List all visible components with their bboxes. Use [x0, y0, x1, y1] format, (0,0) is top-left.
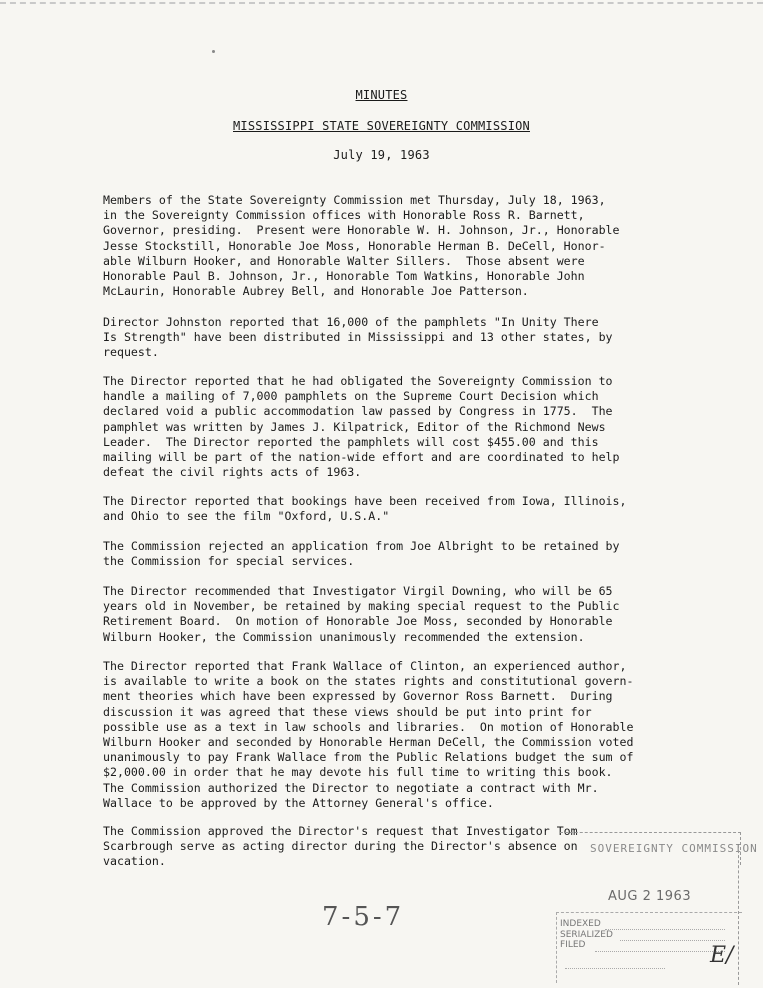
- filing-stamp-labels: INDEXED SERIALIZED FILED: [560, 919, 613, 950]
- paragraph-attendance: Members of the State Sovereignty Commission met Thursday, July 18, 1963, in the Sovereignty Commission offices with Honorable Ross R. Barnett, Governor, presiding. Present were Honorable W. H. Johnson, Jr., Honorable Jesse Stockstill, Honorable Joe Moss, Honorable Herman B. DeCell, Honor- able Wilburn Hooker, and Honorable Walter Sillers. Those absent were Honorable Paul B. Johnson, Jr., Honorable Tom Watkins, Honorable John McLaurin, Honorable Aubrey Bell, and Honorable Joe Patterson.: [103, 193, 620, 299]
- paragraph-film-bookings: The Director reported that bookings have been received from Iowa, Illinois, and Ohio to see the film "Oxford, U.S.A.": [103, 494, 627, 524]
- handwritten-file-number: 7-5-7: [322, 902, 405, 932]
- paragraph-acting-director: The Commission approved the Director's request that Investigator Tom Scarbrough serve as acting director during the Director's absence on vacation.: [103, 824, 578, 869]
- paragraph-mailing: The Director reported that he had obligated the Sovereignty Commission to handle a mailing of 7,000 pamphlets on the Supreme Court Decision which declared void a public accommodation law passed by Congress in 1775. The pamphlet was written by James J. Kilpatrick, Editor of the Richmond News Leader. The Director reported the pamphlets will cost $455.00 and this mailing will be part of the nation-wide effort and are coordinated to help defeat the civil rights acts of 1963.: [103, 374, 620, 480]
- scan-speck: [212, 50, 215, 53]
- meeting-date: July 19, 1963: [333, 148, 430, 162]
- received-date-stamp: AUG 2 1963: [608, 889, 692, 904]
- filing-stamp-rule: [595, 951, 725, 952]
- filing-stamp-rule: [620, 940, 725, 941]
- filing-stamp-rule: [565, 968, 665, 969]
- paragraph-wallace-book: The Director reported that Frank Wallace of Clinton, an experienced author, is available to write a book on the states rights and constitutional govern- ment theories which have been expressed by Governor Ross Barnett. During discussion it was agreed that these views should be put into print for possible use as a text in law schools and libraries. On motion of Honorable Wilburn Hooker and seconded by Honorable Herman DeCell, the Commission voted unanimously to pay Frank Wallace from the Public Relations budget the sum of $2,000.00 in order that he may devote his full time to writing this book. The Commission authorized the Director to negotiate a contract with Mr. Wallace to be approved by the Attorney General's office.: [103, 659, 634, 810]
- paragraph-downing: The Director recommended that Investigator Virgil Downing, who will be 65 years old in November, be retained by making special request to the Public Retirement Board. On motion of Honorable Joe Moss, seconded by Honorable Wilburn Hooker, the Commission unanimously recommended the extension.: [103, 584, 620, 644]
- commission-stamp-text: SOVEREIGNTY COMMISSION: [590, 842, 758, 855]
- handwritten-initials: E/: [710, 943, 734, 968]
- paragraph-albright: The Commission rejected an application from Joe Albright to be retained by the Commission for special services.: [103, 539, 620, 569]
- document-title: MINUTES: [355, 88, 408, 102]
- filing-stamp-rule: [605, 929, 725, 930]
- top-edge-dashes: [0, 2, 763, 4]
- paragraph-pamphlets: Director Johnston reported that 16,000 of the pamphlets "In Unity There Is Strength" have been distributed in Mississippi and 13 other states, by request.: [103, 315, 613, 360]
- organization-name: MISSISSIPPI STATE SOVEREIGNTY COMMISSION: [233, 119, 530, 133]
